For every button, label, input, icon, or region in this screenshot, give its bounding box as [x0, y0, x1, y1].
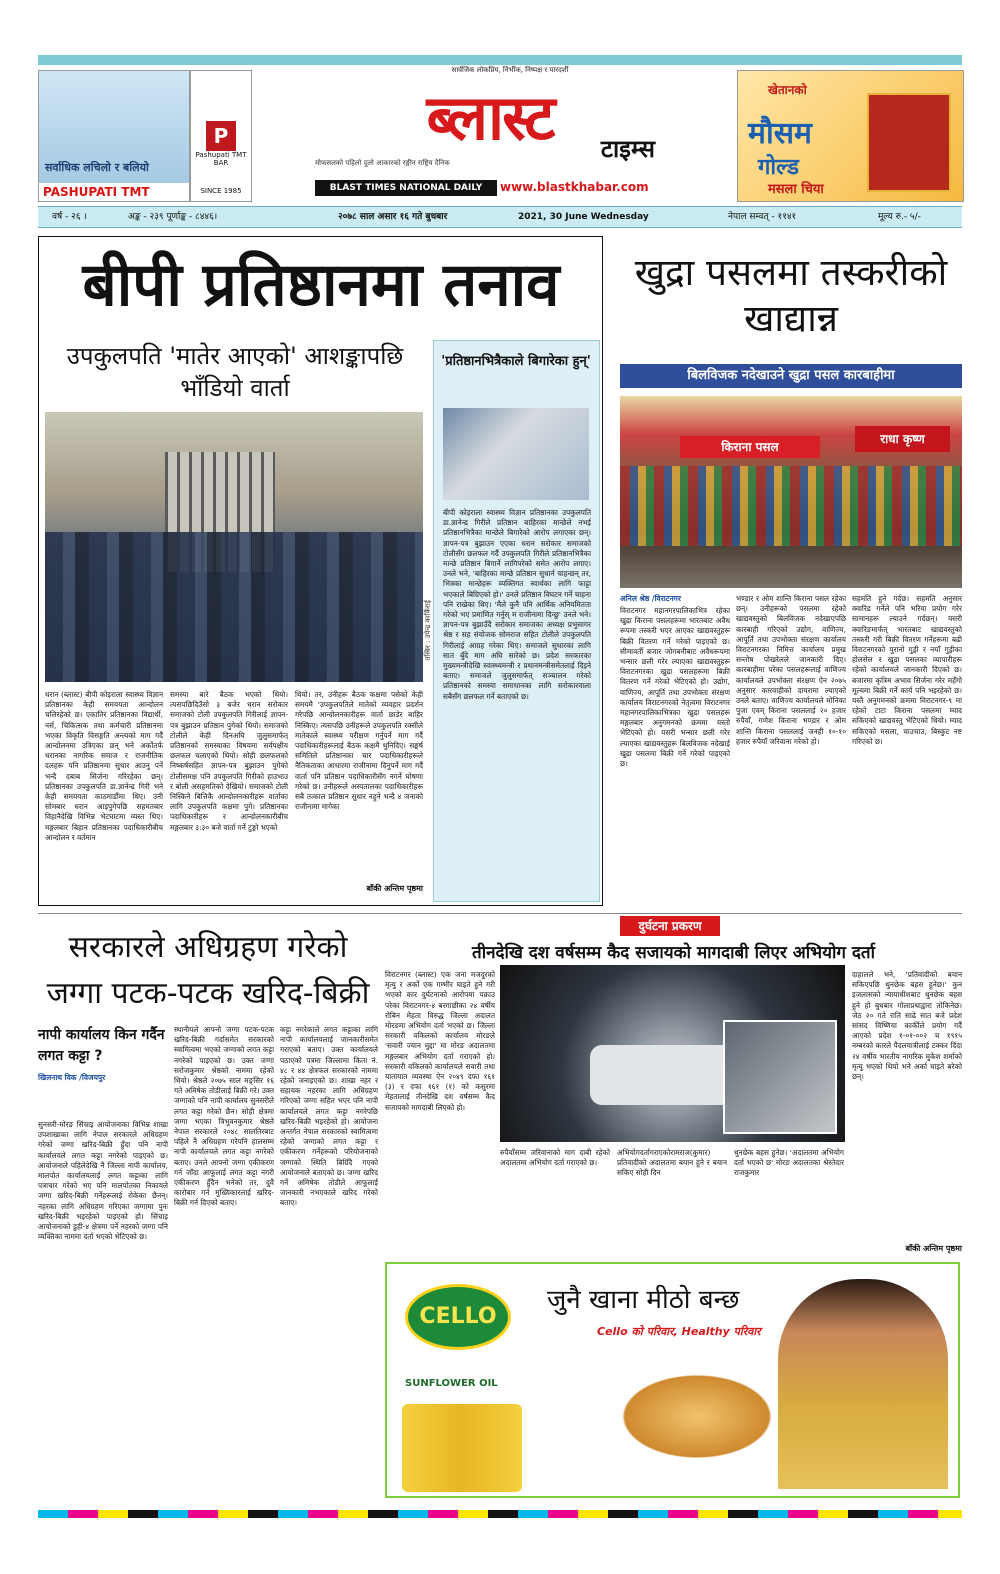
lead-subheadline: उपकुलपति 'मातेर आएको' आशङ्कापछि भाँडियो वार्ता — [66, 342, 404, 402]
story2-col-3: सहमति हुने गर्दछ। सहमति अनुसार क्वारिड गर्नेले पनि भरिया प्रयोग गरेर सामानहरू ल्याउने गर्दछन्। यसरी क्वारिङमार्फत् भारतबाट खाद्यवस्तुको तस्करी गरी बिक्री वितरण गर्नेहरूमा बढी विराटनगरको पुरानो गुड्री र नयाँ गुड्रीका होलसेल र खुद्रा पसलका व्यापारीहरू रहेको कार्यालयले जानकारी दिएको छ। बजारमा कृत्रिम अभाव सिर्जना गरेर महँगो मूल्यमा बिक्री गर्ने कार्य पनि भइरहेको छ। यस्तै अनुगमनको क्रममा विराटनगर-९ मा रहेको टाटा किराना पसलमा म्याद सकिएको खाद्यवस्तु भेटिएको थियो। म्याद सकिएको मसला, चाउचाउ, बिस्कुट नष्ट गरिएको छ। — [852, 594, 962, 746]
story2-col-1: विराटनगर महानगरपालिकाभित्र रहेका खुद्रा किराना पसलहरूमा भारतबाट अवैध रूपमा तस्करी भएर आएका खाद्यवस्तुहरू बिक्री वितरण गर्ने गरेको पाइएको छ। सीमावर्ती बजार जोगबनीबाट अवैधरूपमा भन्सार छली गरेर ल्याएका खाद्यवस्तुहरू विराटनगरका खुद्रा पसलहरूमा बिक्री वितरण गर्ने गरेको भेटिएको हो। उद्योग, वाणिज्य, आपूर्ति तथा उपभोक्ता संरक्षण कार्यालय विराटनगरको नेतृत्वमा विराटनगर महानगरपालिकाभित्रका खुद्रा पसलहरू मङ्गलबार अनुगमनको क्रममा यस्तो भेटिएको हो। यसरी भन्सार छली गरेर ल्याएका खाद्यवस्तुहरू बिलविजक नदेखाई खुद्रा पसलमा बिक्री गर्ने गरेको पाइएको छ। — [620, 606, 730, 769]
color-strip-top — [38, 55, 962, 65]
lead-col-3: थियो। तर, उनीहरू बैठक कक्षमा पसेको केही समयमै 'उपकुलपतिले मातेको व्यवहार प्रदर्शन गरेपछि आन्दोलनकारीहरू वार्ता छाडेर बाहिर निस्किए। त्यसपछि उनीहरूले उपकुलपति रक्सीले मातेकाले स्वास्थ्य परीक्षण गर्नुपर्ने माग गर्दै पदाधिकारीहरूलाई बैठक कक्षमै थुनिदिए। सङ्घर्ष समितिले प्रतिष्ठानका चार पदाधिकारीहरूले नैतिकताका आधारमा राजीनामा दिनुपर्ने माग गर्दै वार्ता पनि प्रतिष्ठान पदाधिकारीसँग नगर्ने घोषणा गरेको छ। उनीहरूले अस्पतालका पदाधिकारीहरू सबै तत्काल प्रतिष्ठान सुधार नहुने भन्दै ४ जनाको राजीनामा मागेका — [295, 690, 423, 812]
date-nepali: २०७८ साल असार १६ गते बुधबार — [338, 212, 448, 222]
story2-col-2: भण्डार र ओम शान्ति किराना पसल रहेका छन्। उनीहरूको पसलमा रहेको खाद्यवस्तुको बिलविजक नदेखाएपछि कारबाही गरिएको उद्योग, वाणिज्य, आपूर्ति तथा उपभोक्ता संरक्षण कार्यालय विराटनगरका निमित्त कार्यालय प्रमुख सन्तोष पोखरेलले जानकारी दिए। कारबाहीमा परेका पसलहरूलाई वाणिज्य कार्यालयले उपभोक्ता संरक्षण ऐन २०७५ अनुसार कारवाहीको दायरामा ल्याएको उनले बताए। वाणिज्य कार्यालयले मोनिका पुजा एवम् किराना पसललाई २० हजार रुपैयाँ, गणेश किराना भण्डार र ओम शान्ति किराना पसललाई जनही १०-१० हजार रुपैयाँ जरिवाना गरेको हो। — [736, 594, 846, 746]
ad-gold: गोल्ड — [758, 155, 799, 180]
story3-question: नापी कार्यालय किन गर्दैन लगत कट्टा ? — [38, 1027, 165, 1064]
date-english: 2021, 30 June Wednesday — [518, 212, 649, 222]
photo-credit: तस्बिर : उपेन्द्र कार्किराई — [424, 600, 432, 661]
story3-headline[interactable]: सरकारले अधिग्रहण गरेको जग्गा पटक-पटक खरिद-बिक्री — [46, 930, 370, 1011]
logo-text: ब्लास्ट — [426, 81, 554, 154]
sidebar-title[interactable]: 'प्रतिष्ठानभित्रैकाले बिगारेका हुन्' — [441, 354, 591, 369]
story3-byline: खिलनाथ विक /विजयपुर — [38, 1073, 106, 1082]
story2-banner: बिलविजक नदेखाउने खुद्रा पसल कारबाहीमा — [620, 364, 962, 388]
volume: वर्ष - २६ । — [52, 212, 87, 222]
pashupati-logo: P — [206, 121, 236, 151]
pashupati-logo-ad[interactable] — [190, 70, 252, 202]
shop-sign-2: राधा कृष्ण — [855, 426, 950, 452]
logo-times: टाइम्स — [600, 135, 655, 163]
pashupati-tmt-ad[interactable] — [38, 70, 190, 202]
cello-slogan: जुनै खाना मीठो बन्छ — [547, 1285, 740, 1315]
pashupati-since: SINCE 1985 — [200, 187, 242, 195]
story4-kicker: दुर्घटना प्रकरण — [620, 916, 720, 936]
damaged-car-shape — [590, 1045, 740, 1105]
masthead-logo — [315, 74, 665, 174]
ad-khetan: खेतानको — [768, 83, 807, 97]
masthead-note: सार्वजिक लोकप्रिय, निर्भीक, निष्पक्ष र पारदर्शी — [451, 66, 569, 74]
story4-col-3: थुनछेक बहस हुनेछ। 'अदालतमा अभियोग दर्ता भएको छ' मोरङ अदालतका श्रेस्तेदार राजकुमार — [734, 1148, 844, 1178]
story4-continue[interactable]: बाँकी अन्तिम पृष्ठमा — [905, 1244, 962, 1253]
lead-continue[interactable]: बाँकी अन्तिम पृष्ठमा — [366, 884, 423, 893]
crowd-shape — [45, 532, 423, 682]
ad-chiya: मसला चिया — [768, 182, 824, 197]
shop-photo — [620, 396, 962, 588]
biryani-plate-image — [612, 1369, 782, 1464]
lead-headline[interactable]: बीपी प्रतिष्ठानमा तनाव — [82, 250, 560, 320]
lead-col-1: धरान (ब्लास्ट) बीपी कोइराला स्वास्थ्य विज्ञान प्रतिष्ठानका केही समययता आन्दोलन चलिरहेको छ। एकातिर प्रतिष्ठानका विद्यार्थी, नर्स, चिकित्सक तथा कर्मचारी प्रतिष्ठानमा भएका विकृति विसङ्गति अन्त्यको माग गर्दै आन्दोलनमा उत्रिएका छन् भने अर्कोतर्फ धरानका नागरिक समाज र राजनीतिक दलहरू पनि प्रतिष्ठानमा सुधार आउनु पर्ने भन्दै दबाब सिर्जना गरिरहेका छन्। प्रतिष्ठानका उपकुलपति डा.ज्ञानेन्द्र गिरी भने केही समययता काठमाडौंमा थिए। उनी सोमबार धरान आइपुगेपछि सहमतबार विहानैदेखि विभिन्न भेटघाटमा व्यस्त थिए। मङ्गलबार बिहान प्रतिष्ठानका पदाधिकारीबीच आन्दोलन र वर्तमान — [45, 690, 163, 842]
sidebar-col: बीपी कोइराला स्वास्थ्य विज्ञान प्रतिष्ठानका उपकुलपति डा.ज्ञानेन्द्र गिरीले प्रतिष्ठान बाहिरका मान्छेले नभई प्रतिष्ठानभित्रैका मान्छेले बिगारेको आरोप लगाएका छन्। ज्ञापन-पत्र बुझाउन एएका धरान सरोकार समाजको टोलीसँग छलफल गर्दै उपकुलपति गिरीले प्रतिष्ठानभित्रैका मान्छे प्रतिष्ठान बिगार्ने लागिपरेको समेत आरोप लगाए। उनले भने, 'बाहिरका मान्छे प्रतिष्ठान सुधार्न चाहन्छन् तर, भित्रका मान्छेहरू व्यक्तिगत स्वार्थका लागि फाट्टा भएकाले बिग्रिएको हो।' उनले प्रतिष्ठान विघटन गर्ने चाहना पनि राखेका थिए। 'मैले कुनै पनि आर्थिक अनियमितता गरेको भए प्रमाणित गर्नुस् म राजीनामा दिन्छु' उनले भने। ज्ञापन-पत्र बुझाउँदै सरोकार समाजका अध्यक्ष प्रभुसागर श्रेष्ठ र सह संयोजक सोमराज सहित टोलीले उपकुलपति गिरीलाई आग्रह गरेका थिए। समाजले सुधारका लागि सात बुँदे माग अघि सारेको छ। प्रदेश सरकारका मुख्यमन्त्रीदेखि स्वास्थ्यमन्त्री र प्रधानमन्त्रीसमेतलाई दिइने बताए। समाजले जुलुसमार्फत् सञ्चालन गरेको प्रतिष्ठानको समस्या समाधानका लागि सरोकारवाला सबैसँग छलफल गर्ने बताएको छ। — [443, 508, 591, 701]
ad-left-text: सर्वाधिक लचिलो र बलियो — [45, 161, 149, 174]
story3-col-1: सुनसरी-मोरङ सिंचाइ आयोजनाका विभिन्न शाखा उपशाखाका लागि नेपाल सरकारले अधिग्रहण गरेको जग्गा खरिद-बिक्री हुँदा पनि नापी कार्यालयले लगत कट्टा नगरेको पाइएको छ। आयोजनाले पहिलेदेखि नै जिल्ला नापी कार्यालय, मालपोत कार्यालयलाई लगत कट्टाका लागि पत्राचार गरेको भए पनि मालपोतका निकायले जग्गा खरिद-बिक्री गर्नेहरूलाई रोकेका छैनन्। नहरका लागि अधिग्रहण गरिएका जग्गामा पुनः खरिद-बिक्री भइरहेको पाइएको हो। सिंचाइ आयोजनाको डुही-४ क्षेत्रमा पर्ने नहरको जग्गा पनि व्यक्तिका नाममा दर्ता भएको भेटिएको छ। — [38, 1120, 168, 1242]
story4-col-4: दाहालले भने, 'प्रतिवादीको बयान सकिएपछि थुनछेक बहस हुनेछ।' कुन इजलासको न्यायाधीशबाट थुनछेक बहस हुने हो बुधबार गोलाप्रथाद्वारा तोकिनेछ। जेठ २० गते राति साढे सात बजे प्रदेश सांसद विष्णिया कार्कीले प्रयोग गर्दै आएको प्रदेश १-०१-००२ च १९१५ नम्बरको कारले पैदलयात्रीलाई टक्कर दिंदा २४ वर्षीय भारतीय नागरिक मुकेश शर्माको मृत्यु भएको थियो भने अर्का घाइते बरेको छन्। — [852, 970, 962, 1082]
story4-caption: रुपैयाँसम्म जरिवानाको माग दाबी रहेको अदालतमा अभियोग दर्ता गराएको छ। — [500, 1148, 610, 1168]
sidebar-photo — [443, 408, 589, 500]
masthead-tagline: मोफसलको पहिलो दुलो आकारको रङ्गीन राष्ट्रिय दैनिक — [315, 159, 450, 167]
story3-col-2: स्थानीयले आफ्नो जग्गा पटक-पटक खरिद-बिक्री गर्दासमेत सरकारको स्वामित्वमा भएको जग्गाको लगत कट्टा नगरेको पाइएको छ। उक्त जग्गा सरोजकुमार श्रेष्ठको नाममा रहेको थियो। श्रेष्ठले २०७५ साल मङ्सिर १६ गते अमिषेक तोडीलाई बिक्री गरे। उक्त जग्गाको पनि नापी कार्यालय सुनसरीले लगत कट्टा गरेको छैन। सोही क्षेत्रमा जग्गा भएका त्रिभुवनकुमार श्रेष्ठले नेपाल सरकारले २०४८ सालतिरबाट पहिले नै अधिग्रहण गरेपनि हालसम्म नापी कार्यालयले लगत कट्टा नगरेको बताए। उनले आफ्नो जग्गा एकीकरण गर्न जाँदा आफूलाई लगत कट्टा नगरी एकीकरण हुँदैन भनेको तर, दुवै कारोबार गर्न मुख्यिकारलाई खरिद-बिक्री गर्न दिएको बताए। — [174, 1025, 274, 1208]
oil-bottles-image — [402, 1404, 522, 1492]
story3-question-box — [38, 1025, 168, 1083]
story3-col-3: कट्टा नगरेकाले लगत कट्टाका लागि नापी कार्यालयलाई जानकारीसमेत गराएको बताए। उक्त कार्यालयले पठाएको पत्रमा जिल्लामा किता नं. ४८ र ४४ क्षेत्रफल सरकारको नाममा रहेको जनाइएको छ। शाखा नहर र सहायक नहरका लागि अधिग्रहण गरिएको जग्गा सहित भएर पनि नापी कार्यालयले लगत कट्टा नगरेपछि खरिद-बिक्री भइरहेको हो। आयोजना अन्तर्गत नेपाल सरकारको स्वामित्वमा रहेको जग्गाको लगत कट्टा र एकीकरण गर्नेहरूको परियोजनाको जग्गाको स्थिति बिग्रिँदै गएको आयोजनाले बताएको छ। जग्गा खरिद गर्ने अमिषेक तोडीले आफूलाई जानकारी नभएकाले खरिद गरेको बताए। — [280, 1025, 378, 1208]
shop-sign-1: किराना पसल — [680, 436, 820, 458]
cello-logo: CELLO — [405, 1284, 511, 1350]
tea-box-image — [867, 93, 951, 192]
accident-inset-photo — [723, 1020, 837, 1134]
cello-tagline: Cello को परिवार, Healthy परिवार — [597, 1325, 761, 1338]
hanging-goods-shape — [620, 466, 962, 546]
color-registration-strip — [38, 1510, 962, 1518]
nepal-samvat: नेपाल सम्वत् - ११४१ — [728, 212, 797, 222]
story2-byline: अनिल श्रेष्ठ /विराटनगर — [620, 594, 681, 603]
model-image — [778, 1279, 948, 1489]
story4-col-2: अभियोगदर्तागराएकोरामराज(कुमार) प्रतिवादीको अदालतमा बयान हुने र बयान सकिए सोही दिन — [617, 1148, 727, 1178]
accident-photo — [500, 965, 845, 1142]
ad-left-brand: PASHUPATI TMT — [39, 183, 189, 201]
cello-oil-ad[interactable] — [385, 1262, 960, 1498]
story2-headline[interactable]: खुद्रा पसलमा तस्करीको खाद्यान्न — [634, 251, 948, 340]
website-link[interactable]: www.blastkhabar.com — [500, 180, 649, 194]
pashupati-name: Pashupati TMT BAR — [195, 151, 247, 167]
lead-col-2: समस्या बारे बैठक भएको थियो। त्यसपछिदिउँसो ३ बजेर धरान सरोकार समाजको टोली उपकुलपति गिरीलाई ज्ञापन-पत्र बुझाउन प्रतिष्ठान पुगेको थियो। समाजको टोलीले केही दिनअघि जुलुसमार्फत् प्रतिष्ठानको समस्याका विषयमा सर्वपक्षीय छलफल चलाएको थियो। सोही छलफलको निष्कर्षसहित ज्ञापन-पत्र बुझाउन पुगेको टोलीसमक्ष पनि उपकुलपति गिरीको हाउभाउ र बोली असहमतिको देखियो। समाजको टोली निस्किने बित्तिकै आन्दोलनकारीहरू वार्ताका लागि उपकुलपति कक्षमा पुगे। प्रतिष्ठानका पदाधिकारीहरू र आन्दोलनकारीबीच मङ्गलबार ३:३० बजे वार्ता गर्ने टुङ्गो भएको — [170, 690, 288, 832]
issue: अङ्क - २३९ पूर्णाङ्क - ८४४६। — [128, 212, 218, 222]
section-divider — [38, 913, 962, 914]
mausam-tea-ad[interactable] — [737, 70, 964, 202]
dateline-bar — [38, 206, 962, 228]
price: मूल्य रु.- ५/- — [878, 212, 921, 222]
story4-headline[interactable]: तीनदेखि दश वर्षसम्म कैद सजायको मागदाबी लिएर अभियोग दर्ता — [472, 943, 875, 963]
protest-photo — [45, 412, 423, 682]
ad-mausam: मौसम — [748, 116, 812, 151]
english-title: BLAST TIMES NATIONAL DAILY — [315, 180, 497, 196]
story4-col-1: विराटनगर (ब्लास्ट) एक जना मजदुरको मृत्यु र अर्को एक गम्भीर घाइते हुने गरी भएको कार दुर्घटनाको आरोपमा पक्राउ परेका विराटनगर-४ बरगाछीका २४ वर्षीय रोबिन मेहता विरुद्ध जिल्ला अदालत मोरङमा अभियोग दर्ता भएको छ। जिल्ला सरकारी वकिलको कार्यालय मोरङले 'सवारी ज्यान मुद्दा' मा मोरङ अदालतमा मङ्गलबार अभियोग दर्ता गराएको हो। सरकारी वकिलको कार्यालयले सवारी तथा यातायात व्यवस्था ऐन २०४९ दफा १६१ (३) र दफा १६१ (१) को कसुरमा मेहतालाई तीनदेखि दश वर्षसम्म कैद सजायको मागदाबी लिएको हो। — [385, 970, 495, 1112]
cello-product: SUNFLOWER OIL — [405, 1378, 498, 1389]
